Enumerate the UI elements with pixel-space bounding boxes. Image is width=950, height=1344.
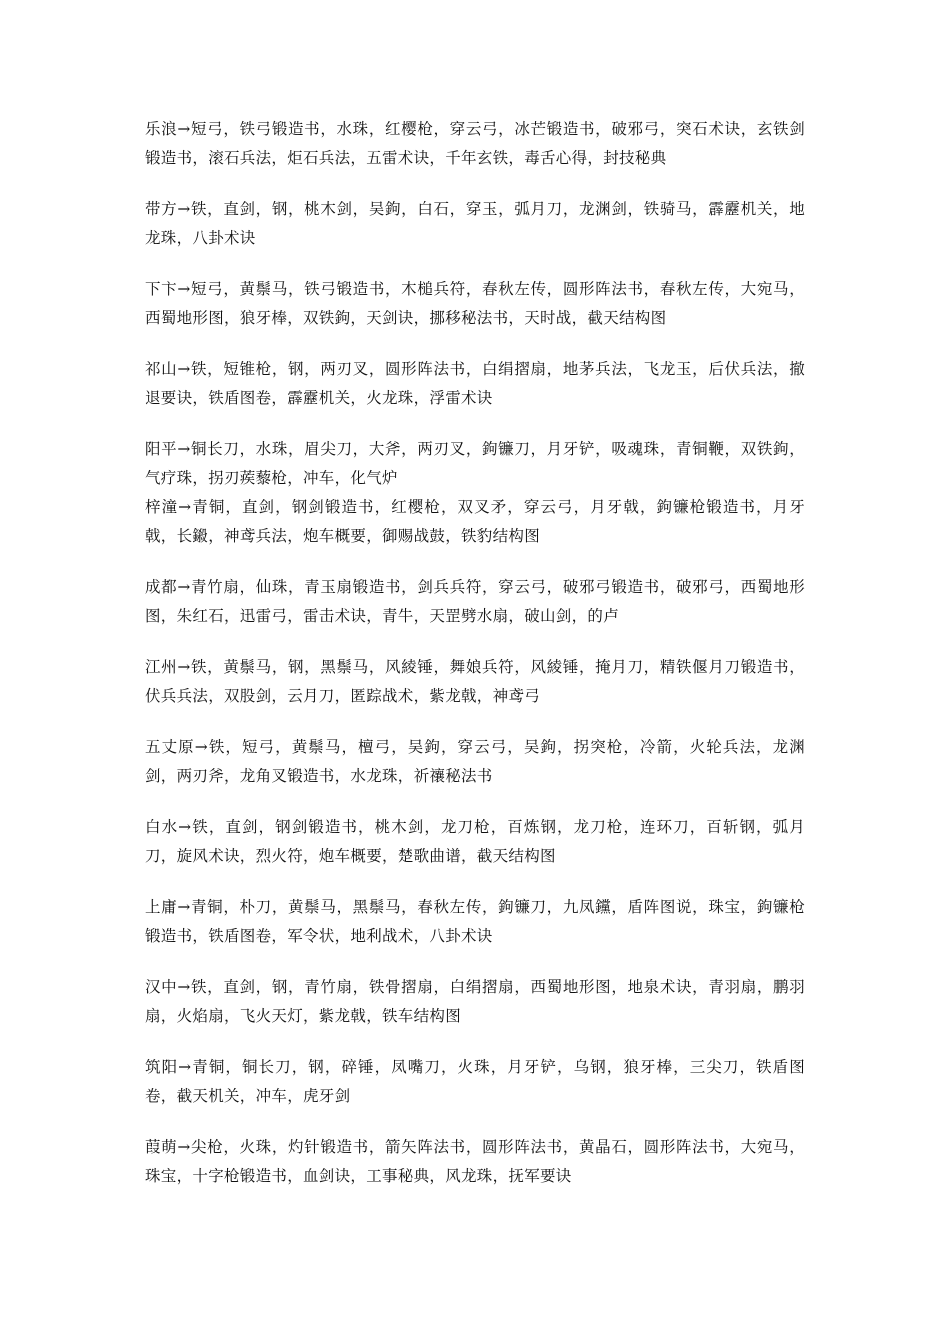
list-item: 白水→铁，直剑，钢剑锻造书，桃木剑，龙刀枪，百炼钢，龙刀枪，连环刀，百斩钢，弧月刀，旋风术诀，烈火符，炮车概要，楚歌曲谱，截天结构图 [145,818,805,865]
list-item: 筑阳→青铜，铜长刀，钢，碎锤，凤嘴刀，火珠，月牙铲，乌钢，狼牙棒，三尖刀，铁盾图卷，截天机关，冲车，虎牙剑 [145,1058,805,1105]
list-item: 乐浪→短弓，铁弓锻造书，水珠，红樱枪，穿云弓，冰芒锻造书，破邪弓，突石术诀，玄铁剑锻造书，滚石兵法，炬石兵法，五雷术诀，千年玄铁，毒舌心得，封技秘典 [145,120,805,167]
list-item: 汉中→铁，直剑，钢，青竹扇，铁骨摺扇，白绢摺扇，西蜀地形图，地泉术诀，青羽扇，鹏羽扇，火焰扇，飞火天灯，紫龙戟，铁车结构图 [145,978,805,1025]
list-item: 江州→铁，黄鬃马，钢，黑鬃马，风綾锤，舞娘兵符，风綾锤，掩月刀，精铁偃月刀锻造书，伏兵兵法，双股剑，云月刀，匿踪战术，紫龙戟，神鸢弓 [145,658,805,705]
list-item: 五丈原→铁，短弓，黄鬃马，檀弓，吴鉤，穿云弓，吴鉤，拐突枪，冷箭，火轮兵法，龙渊剑，两刃斧，龙角叉锻造书，水龙珠，祈禳秘法书 [145,738,805,785]
list-item: 上庸→青铜，朴刀，黄鬃马，黑鬃马，春秋左传，鉤镰刀，九凤钂，盾阵图说，珠宝，鉤镰枪锻造书，铁盾图卷，军令状，地利战术，八卦术诀 [145,898,805,945]
list-item: 阳平→铜长刀，水珠，眉尖刀，大斧，两刃叉，鉤镰刀，月牙铲，吸魂珠，青铜鞭，双铁鉤，气疗珠，拐刃蒺藜枪，冲车，化气炉 [145,440,805,487]
list-item: 梓潼→青铜，直剑，钢剑锻造书，红樱枪，双叉矛，穿云弓，月牙戟，鉤镰枪锻造书，月牙戟，长鎩，神鸢兵法，炮车概要，御赐战鼓，铁豹结构图 [145,498,805,545]
list-item: 带方→铁，直剑，钢，桃木剑，吴鉤，白石，穿玉，弧月刀，龙渊剑，铁骑马，霹靂机关，地龙珠，八卦术诀 [145,200,805,247]
list-item: 祁山→铁，短锥枪，钢，两刃叉，圆形阵法书，白绢摺扇，地茅兵法，飞龙玉，后伏兵法，撤退要诀，铁盾图卷，霹靂机关，火龙珠，浮雷术诀 [145,360,805,407]
list-item: 下卞→短弓，黄鬃马，铁弓锻造书，木槌兵符，春秋左传，圆形阵法书，春秋左传，大宛马，西蜀地形图，狼牙棒，双铁鉤，天剑诀，挪移秘法书，天时战，截天结构图 [145,280,805,327]
list-item: 成都→青竹扇，仙珠，青玉扇锻造书，剑兵兵符，穿云弓，破邪弓锻造书，破邪弓，西蜀地形图，朱红石，迅雷弓，雷击术诀，青牛，天罡劈水扇，破山剑，的卢 [145,578,805,625]
list-item: 葭萌→尖枪，火珠，灼针锻造书，箭矢阵法书，圆形阵法书，黄晶石，圆形阵法书，大宛马，珠宝，十字枪锻造书，血剑诀，工事秘典，风龙珠，抚军要诀 [145,1138,805,1185]
document-body [145,115,805,1213]
